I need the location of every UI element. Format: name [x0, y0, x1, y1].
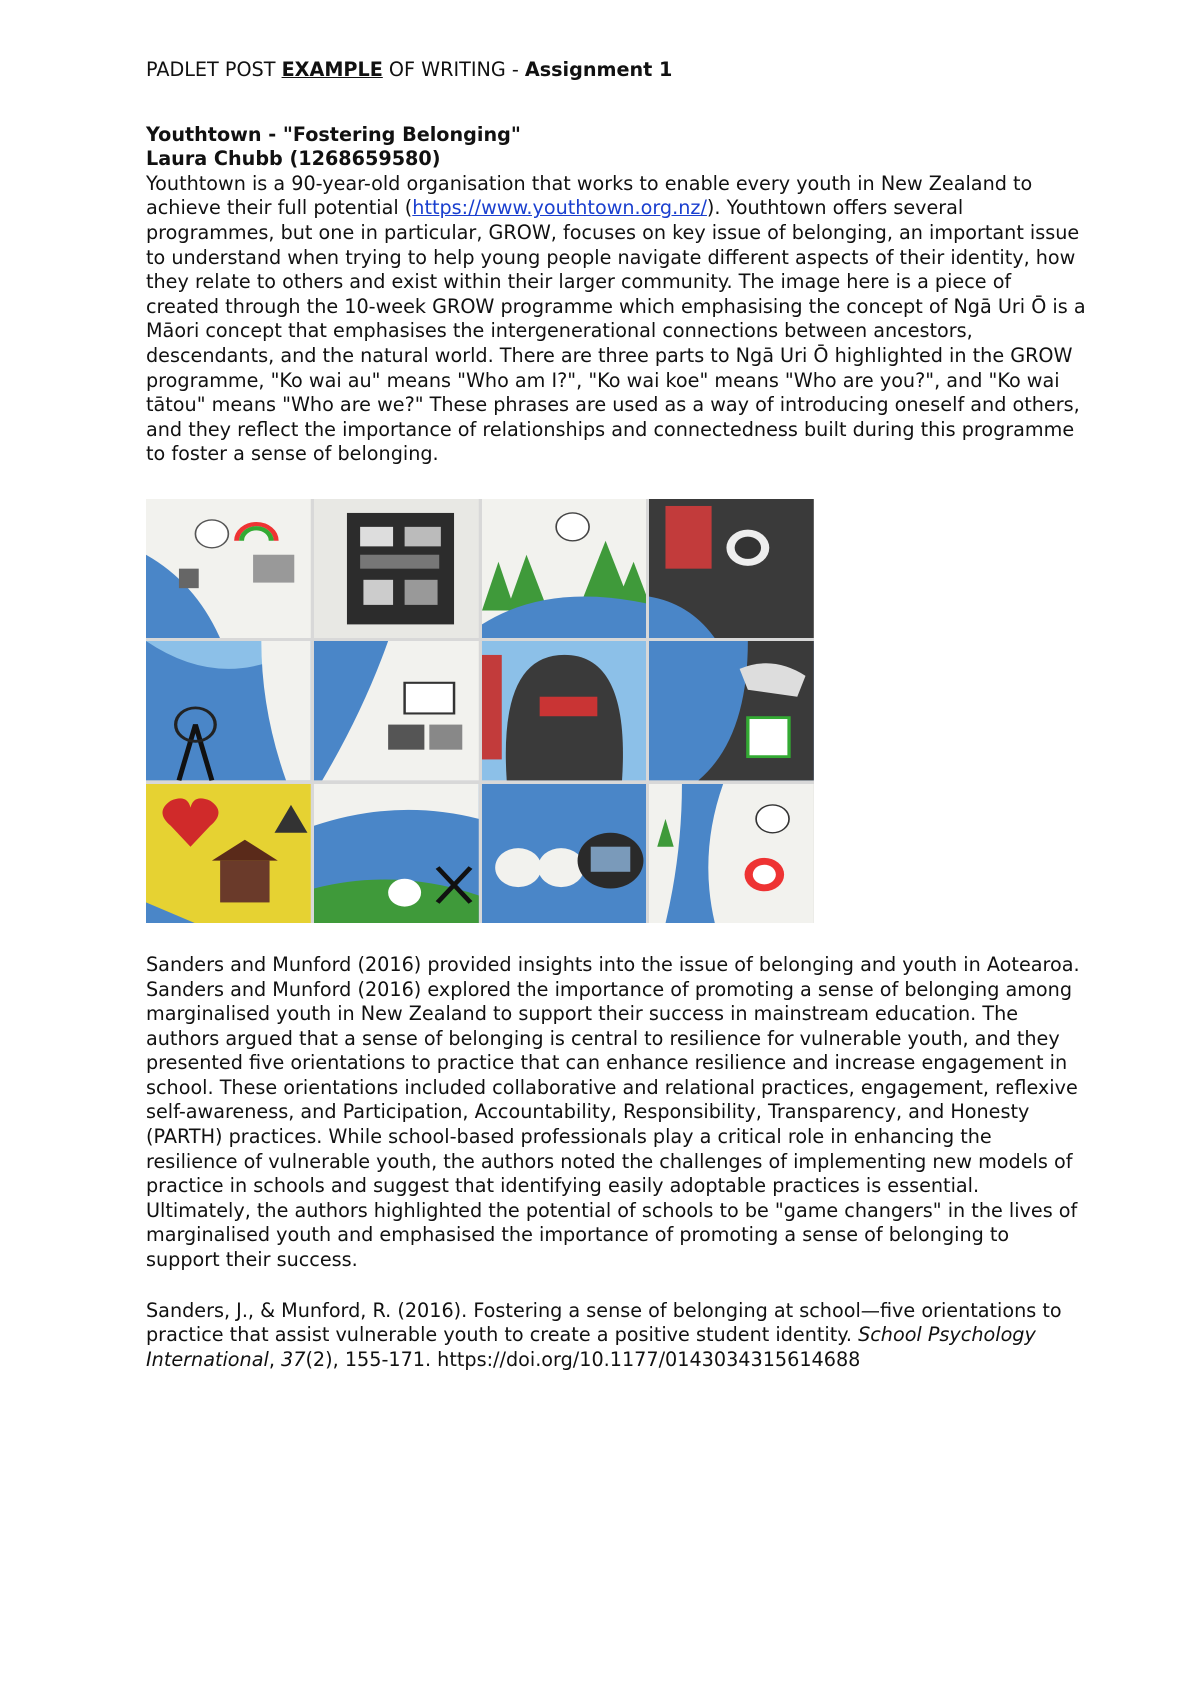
mural-tile	[146, 499, 311, 638]
post-title: Youthtown - "Fostering Belonging"	[146, 122, 521, 146]
heading-suffix: OF WRITING -	[382, 58, 525, 81]
heading-assignment: Assignment 1	[524, 58, 673, 81]
mural-tile	[146, 784, 311, 923]
mural-tile	[314, 641, 479, 780]
youthtown-link[interactable]: https://www.youthtown.org.nz/	[412, 196, 707, 220]
mural-tile	[482, 499, 647, 638]
mural-tile	[649, 641, 814, 780]
ref-volume: 37	[281, 1347, 306, 1371]
mural-tile	[314, 784, 479, 923]
document-heading	[146, 58, 1086, 83]
heading-underlined: EXAMPLE	[281, 58, 383, 81]
document-page	[146, 58, 1086, 1372]
mural-tile	[482, 784, 647, 923]
intro-text-b: ). Youthtown offers several programmes, but one in particular, GROW, focuses on key issue of belonging, an important issue to understand when trying to help young people navigate different aspects of their identity, how they relate to others and exist within their larger community. The image here is a piece of created through the 10-week GROW programme which emphasising the concept of Ngā Uri Ō is a Māori concept that emphasises the intergenerational connections between ancestors, descendants, and the natural world. There are three parts to Ngā Uri Ō highlighted in the GROW programme, "Ko wai au" means "Who am I?", "Ko wai koe" means "Who are you?", and "Ko wai tātou" means "Who are we?" These phrases are used as a way of introducing oneself and others, and they reflect the importance of relationships and connectedness built during this programme to foster a sense of belonging.	[146, 196, 1086, 466]
grow-mural-image	[146, 499, 814, 923]
reference-entry	[146, 1299, 1086, 1373]
ref-issue-doi: (2), 155-171. https://doi.org/10.1177/0143034315614688	[305, 1347, 861, 1371]
body-paragraph: Sanders and Munford (2016) provided insights into the issue of belonging and youth in Aotearoa. Sanders and Munford (2016) explored the importance of promoting a sense of belonging among marginalised youth in New Zealand to support their success in mainstream education. The authors argued that a sense of belonging is central to resilience for vulnerable youth, and they presented five orientations to practice that can enhance resilience and increase engagement in school. These orientations included collaborative and relational practices, engagement, reflexive self-awareness, and Participation, Accountability, Responsibility, Transparency, and Honesty (PARTH) practices. While school-based professionals play a critical role in enhancing the resilience of vulnerable youth, the authors noted the challenges of implementing new models of practice in schools and suggest that identifying easily adoptable practices is essential. Ultimately, the authors highlighted the potential of schools to be "game changers" in the lives of marginalised youth and emphasised the importance of promoting a sense of belonging to support their success.	[146, 952, 1080, 1272]
heading-prefix: PADLET POST	[146, 58, 282, 81]
mural-tile	[482, 641, 647, 780]
mural-tile	[314, 499, 479, 638]
ref-authors-title: Sanders, J., & Munford, R. (2016). Fostering a sense of belonging at school—five orientations to practice that assist vulnerable youth to create a positive student identity.	[146, 1298, 1062, 1347]
ref-journal: School Psychology International	[146, 1323, 1036, 1371]
mural-tile	[649, 499, 814, 638]
mural-tile	[146, 641, 311, 780]
ref-sep: ,	[268, 1347, 282, 1371]
intro-paragraph	[146, 172, 1086, 467]
post-author: Laura Chubb (1268659580)	[146, 147, 441, 171]
mural-tile	[649, 784, 814, 923]
intro-text-a: Youthtown is a 90-year-old organisation that works to enable every youth in New Zealand to achieve their full potential (	[146, 171, 1033, 220]
